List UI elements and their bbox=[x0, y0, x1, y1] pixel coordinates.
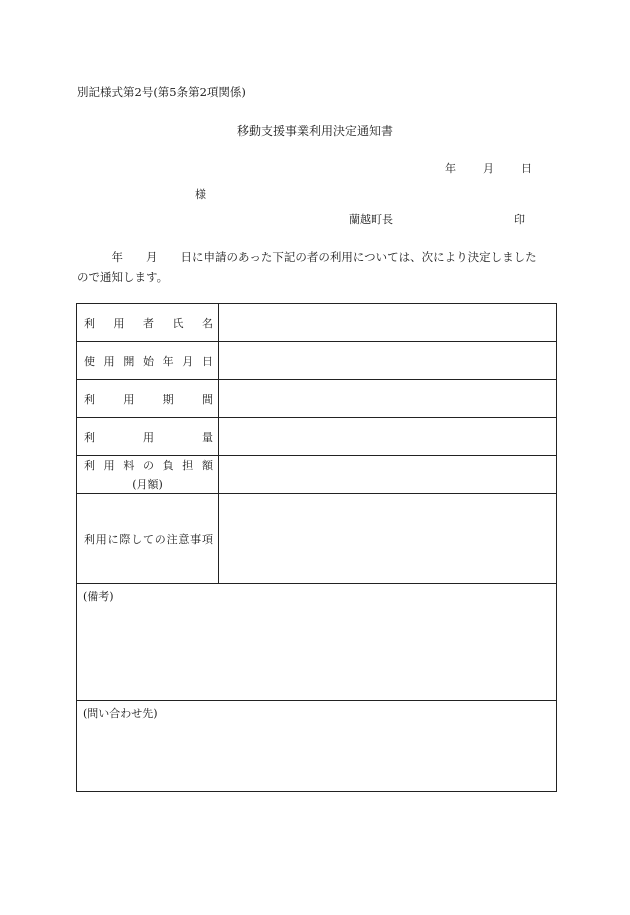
table-row bbox=[77, 494, 557, 584]
label-char: 利 bbox=[84, 459, 95, 472]
label-char: 用 bbox=[143, 430, 154, 444]
row-value-fee bbox=[219, 456, 557, 494]
justified-label bbox=[77, 531, 218, 547]
label-char: 注 bbox=[166, 532, 178, 546]
label-char: 月 bbox=[182, 354, 194, 368]
date-day: 日 bbox=[521, 162, 532, 175]
label-char: 用 bbox=[95, 532, 107, 546]
justified-label bbox=[77, 429, 218, 445]
label-char: 利 bbox=[84, 316, 95, 330]
label-char: 事 bbox=[190, 532, 202, 546]
label-char: 者 bbox=[143, 316, 154, 330]
table-row bbox=[77, 380, 557, 418]
label-char: 利 bbox=[84, 430, 95, 444]
label-char: 負 bbox=[162, 459, 174, 472]
label-char: 項 bbox=[201, 532, 213, 546]
table-row bbox=[77, 304, 557, 342]
label-char: て bbox=[142, 532, 154, 546]
justified-label bbox=[77, 353, 218, 369]
label-char: 料 bbox=[123, 459, 135, 472]
row-label-notes bbox=[77, 494, 219, 584]
label-char: 期 bbox=[162, 392, 174, 406]
issuer-name: 蘭越町長 bbox=[349, 213, 393, 226]
fee-sub-label: (月額) bbox=[132, 478, 163, 491]
label-char: し bbox=[131, 532, 143, 546]
table-row bbox=[77, 584, 557, 701]
row-value-user-name bbox=[219, 304, 557, 342]
label-char: 使 bbox=[84, 354, 95, 368]
row-label-amount bbox=[77, 418, 219, 456]
row-value-amount bbox=[219, 418, 557, 456]
body-line-2: ので通知します。 bbox=[77, 270, 169, 284]
row-label-start-date bbox=[77, 342, 219, 380]
table-row bbox=[77, 418, 557, 456]
body-text bbox=[77, 247, 557, 287]
label-char: 意 bbox=[178, 532, 190, 546]
label-char: 開 bbox=[123, 354, 135, 368]
document-title: 移動支援事業利用決定通知書 bbox=[236, 124, 393, 138]
remarks-cell bbox=[77, 584, 557, 701]
row-value-period bbox=[219, 380, 557, 418]
justified-label bbox=[77, 457, 218, 473]
label-char: に bbox=[107, 532, 119, 546]
date-year: 年 bbox=[445, 162, 456, 175]
table-row bbox=[77, 342, 557, 380]
label-char: 際 bbox=[119, 532, 131, 546]
label-char: 量 bbox=[202, 430, 213, 444]
label-char: 用 bbox=[113, 316, 125, 330]
seal-mark: 印 bbox=[514, 213, 525, 226]
label-char: の bbox=[154, 532, 166, 546]
remarks-label: (備考) bbox=[83, 590, 114, 603]
row-label-period bbox=[77, 380, 219, 418]
justified-label bbox=[77, 391, 218, 407]
label-char: 用 bbox=[123, 392, 135, 406]
label-char: 用 bbox=[103, 354, 115, 368]
label-char: 担 bbox=[182, 459, 194, 472]
table-row bbox=[77, 701, 557, 792]
row-label-user-name bbox=[77, 304, 219, 342]
label-char: 名 bbox=[202, 316, 213, 330]
row-value-notes bbox=[219, 494, 557, 584]
label-char: 間 bbox=[201, 392, 213, 406]
date-month: 月 bbox=[483, 162, 494, 175]
addressee-suffix: 様 bbox=[195, 188, 206, 201]
label-char: 用 bbox=[103, 459, 115, 472]
label-char: 日 bbox=[201, 354, 213, 368]
form-reference: 別記様式第2号(第5条第2項関係) bbox=[77, 85, 246, 99]
table-row bbox=[77, 456, 557, 494]
body-line-1: 年 月 日に申請のあった下記の者の利用については、次により決定しました bbox=[77, 250, 537, 264]
label-char: 額 bbox=[201, 459, 213, 472]
contact-label: (問い合わせ先) bbox=[83, 707, 158, 720]
justified-label bbox=[77, 315, 218, 331]
date-line bbox=[445, 160, 532, 176]
contact-cell bbox=[77, 701, 557, 792]
label-char: 利 bbox=[84, 392, 95, 406]
label-char: 始 bbox=[142, 354, 154, 368]
label-char: 氏 bbox=[172, 316, 184, 330]
label-char: の bbox=[142, 459, 154, 472]
notice-table bbox=[76, 303, 557, 792]
label-char: 年 bbox=[162, 354, 174, 368]
label-char: 利 bbox=[84, 532, 95, 546]
row-label-fee bbox=[77, 456, 219, 494]
row-value-start-date bbox=[219, 342, 557, 380]
